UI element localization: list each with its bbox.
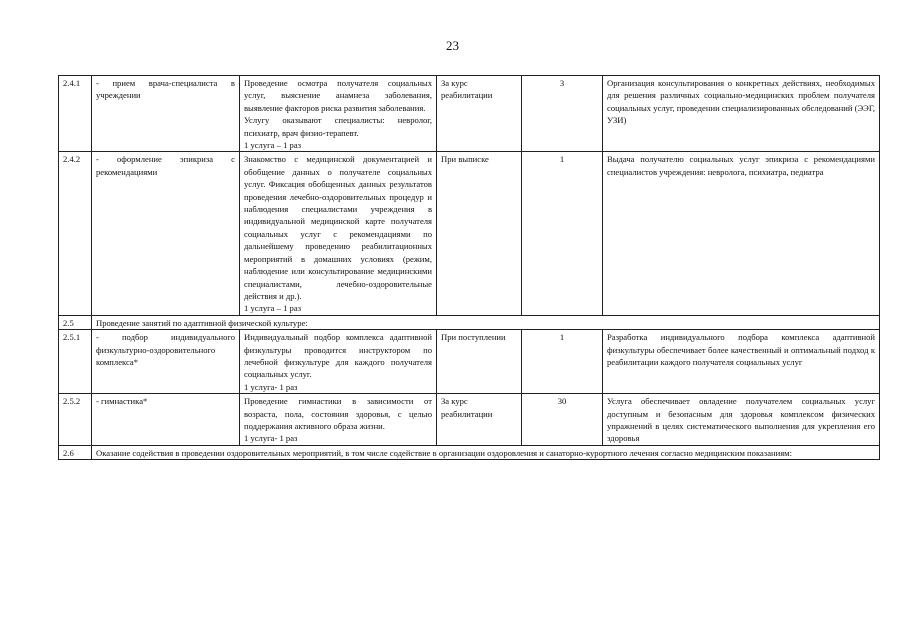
table-row <box>59 152 880 315</box>
service-result: Разработка индивидуального подбора комплекса адаптивной физкультуры обеспечивает более качественный и оптимальный подход к реабилитации каждого получателя социальных услуг <box>603 330 880 394</box>
service-period: За курс реабилитации <box>437 76 522 152</box>
table-row <box>59 394 880 446</box>
service-name: - оформление эпикриза с рекомендациями <box>92 152 240 315</box>
table-row <box>59 330 880 394</box>
row-number: 2.4.2 <box>59 152 92 315</box>
service-quantity: 30 <box>522 394 603 446</box>
service-content: Знакомство с медицинской документацией и обобщение данных о получателе социальных услуг. Фиксация обобщенных данных результатов проведения лечебно-оздоровительных процедур и наблюдения специалистами учреждения в индивидуальной медицинской карте получателя социальных услуг с рекомендациями по дальнейшему проведению реабилитационных мероприятий в домашних условиях (режим, наблюдение или консультирование медицинскими специалистами, лечебно-оздоровительные действия и др.). 1 услуга – 1 раз <box>240 152 437 315</box>
page-number: 23 <box>446 38 459 53</box>
service-content: Проведение осмотра получателя социальных услуг, выяснение анамнеза заболевания, выявление факторов риска развития заболевания. Услугу оказывают специалисты: невролог, психиатр, врач физио-терапевт. 1 услуга – 1 раз <box>240 76 437 152</box>
row-number: 2.5 <box>59 315 92 329</box>
service-period: При поступлении <box>437 330 522 394</box>
services-table <box>58 75 880 460</box>
service-quantity: 1 <box>522 330 603 394</box>
section-row <box>59 315 880 329</box>
service-result: Выдача получателю социальных услуг эпикриза с рекомендациями специалистов учреждения: невролога, психиатра, педиатра <box>603 152 880 315</box>
table-row <box>59 76 880 152</box>
section-title: Проведение занятий по адаптивной физической культуре: <box>92 315 880 329</box>
row-number: 2.5.1 <box>59 330 92 394</box>
section-title: Оказание содействия в проведении оздоровительных мероприятий, в том числе содействие в организации оздоровления и санаторно-курортного лечения согласно медицинским показаниям: <box>92 445 880 459</box>
service-content: Проведение гимнастики в зависимости от возраста, пола, состояния здоровья, с целью поддержания активного образа жизни. 1 услуга- 1 раз <box>240 394 437 446</box>
service-period: За курс реабилитации <box>437 394 522 446</box>
service-name: - подбор индивидуального физкультурно-оздоровительного комплекса* <box>92 330 240 394</box>
service-content: Индивидуальный подбор комплекса адаптивной физкультуры проводится инструктором по лечебной физкультуре для каждого получателя социальных услуг. 1 услуга- 1 раз <box>240 330 437 394</box>
service-name: - прием врача-специалиста в учреждении <box>92 76 240 152</box>
service-period: При выписке <box>437 152 522 315</box>
service-quantity: 3 <box>522 76 603 152</box>
row-number: 2.6 <box>59 445 92 459</box>
row-number: 2.4.1 <box>59 76 92 152</box>
service-result: Организация консультирования о конкретных действиях, необходимых для решения различных социально-медицинских проблем получателя социальных услуг, проведении специализированных обследований (ЭЭГ, УЗИ) <box>603 76 880 152</box>
service-result: Услуга обеспечивает овладение получателем социальных услуг доступным и безопасным для здоровья комплексом физических упражнений в целях систематического выполнения для укрепления его здоровья <box>603 394 880 446</box>
service-name: - гимнастика* <box>92 394 240 446</box>
section-row <box>59 445 880 459</box>
row-number: 2.5.2 <box>59 394 92 446</box>
service-quantity: 1 <box>522 152 603 315</box>
